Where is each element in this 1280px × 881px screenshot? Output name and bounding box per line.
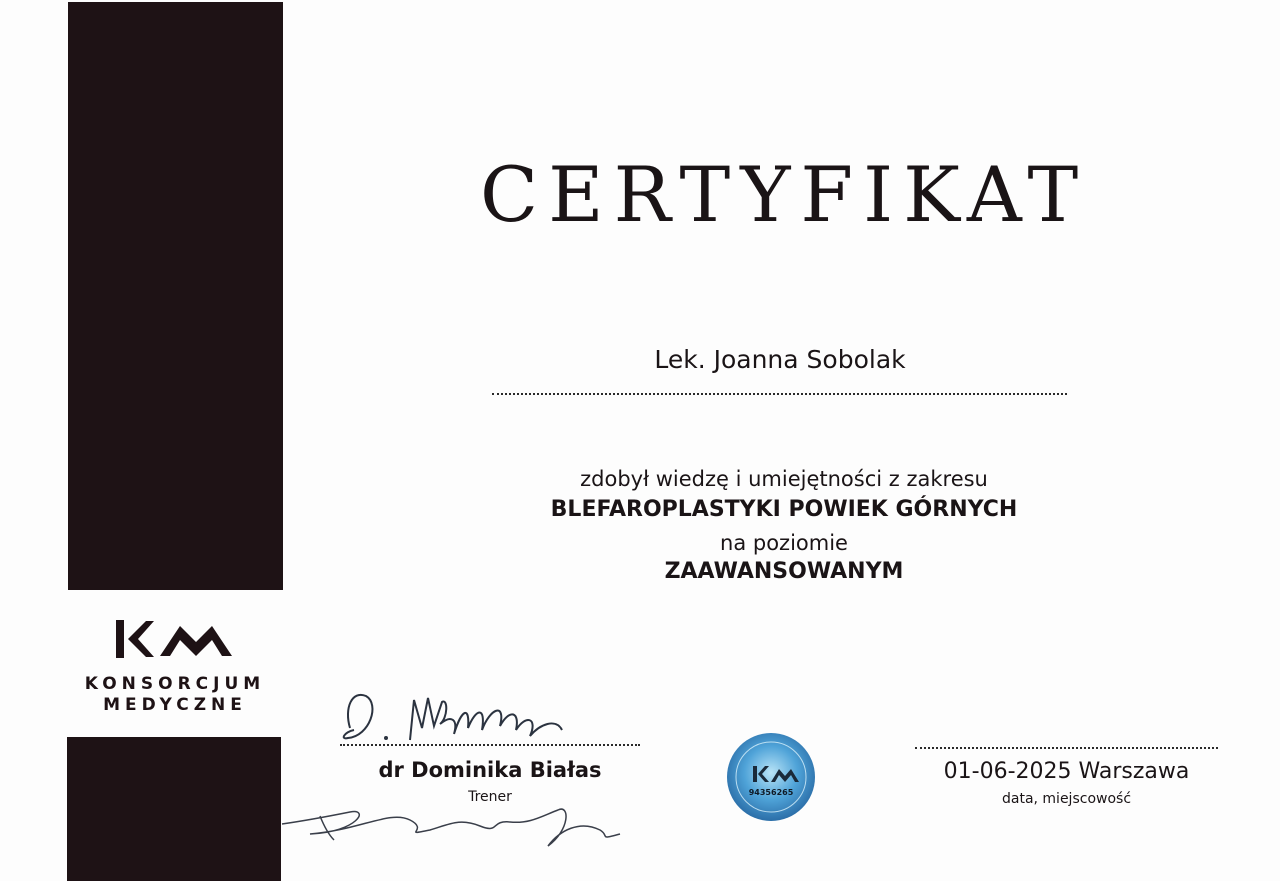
hologram-seal-icon (725, 731, 817, 823)
hologram-number: 94356265 (748, 788, 794, 797)
recipient-dotted-line (492, 393, 1067, 395)
organization-name-line2: MEDYCZNE (103, 695, 247, 715)
body-line-3: na poziomie (720, 531, 848, 555)
signature-scribble-icon (280, 790, 640, 860)
decorative-dark-bar-top (68, 2, 283, 590)
trainer-name: dr Dominika Białas (378, 758, 602, 782)
trainer-dotted-line (340, 744, 640, 746)
trainer-role: Trener (468, 789, 512, 805)
date-place-label: data, miejscowość (1001, 791, 1132, 807)
course-level: ZAAWANSOWANYM (664, 559, 904, 584)
certificate-title: CERTYFIKAT (480, 150, 1089, 239)
body-line-1: zdobył wiedzę i umiejętności z zakresu (580, 467, 988, 491)
recipient-name: Lek. Joanna Sobolak (654, 345, 906, 374)
organization-name-line1: KONSORCJUM (84, 674, 266, 694)
date-place-value: 01-06-2025 Warszawa (943, 759, 1190, 784)
trainer-signature (330, 678, 590, 748)
course-name: BLEFAROPLASTYKI POWIEK GÓRNYCH (550, 497, 1018, 522)
decorative-dark-bar-bottom (67, 737, 281, 881)
date-dotted-line (915, 747, 1218, 749)
km-logo-icon (108, 612, 236, 666)
